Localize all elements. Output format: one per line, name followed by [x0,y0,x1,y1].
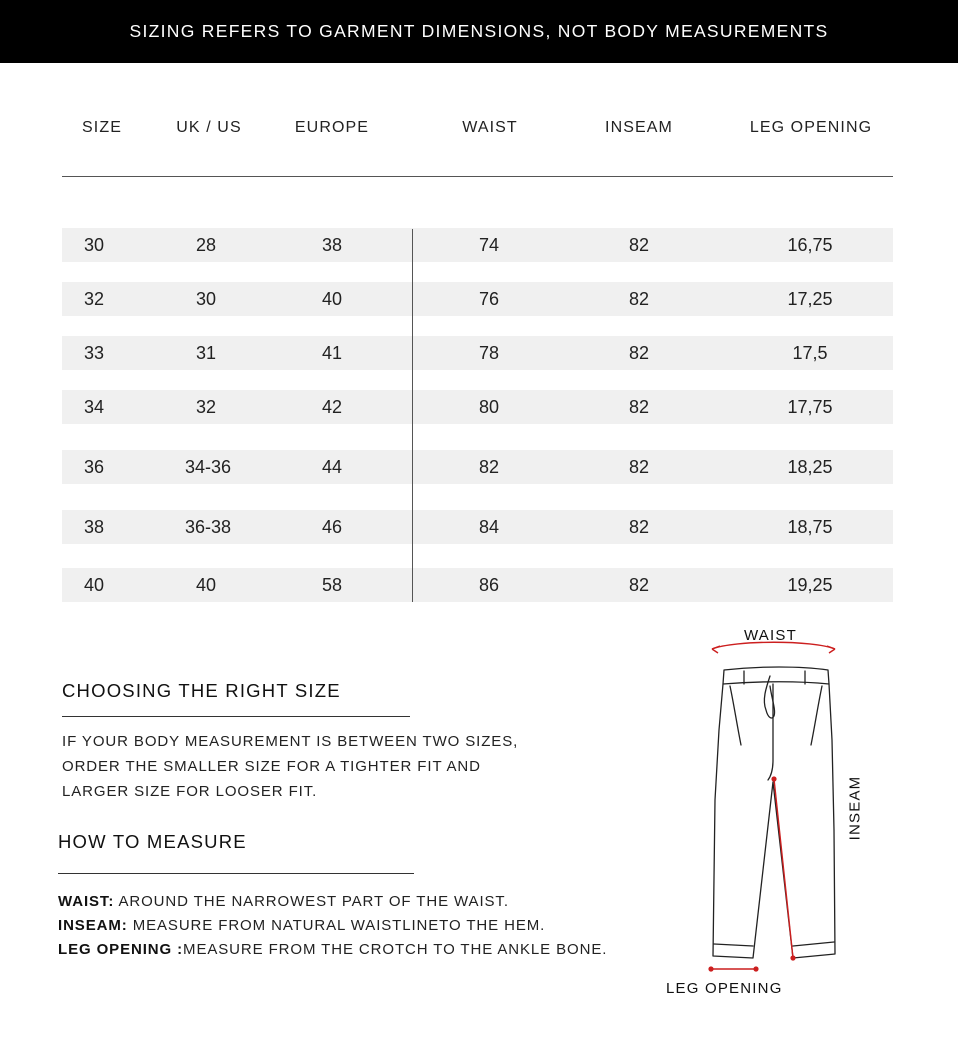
cell-waist: 74 [478,235,500,255]
cell-leg-opening: 19,25 [787,575,833,595]
cell-inseam: 82 [628,575,650,595]
cell-inseam: 82 [628,457,650,477]
measure-divider [58,873,414,874]
cell-uk-us: 34-36 [184,457,232,477]
measure-term: WAIST: [58,893,115,910]
cell-inseam: 82 [628,235,650,255]
choosing-line: IF YOUR BODY MEASUREMENT IS BETWEEN TWO SIZES, [62,733,519,750]
cell-leg-opening: 17,75 [787,397,833,417]
waist-label: WAIST [744,627,797,644]
cell-waist: 76 [478,289,500,309]
cell-leg-opening: 18,75 [787,517,833,537]
trousers-diagram-icon [695,620,855,980]
cell-inseam: 82 [628,289,650,309]
cell-uk-us: 30 [195,289,217,309]
measure-term: INSEAM: [58,917,128,934]
header-leg-opening: LEG OPENING [749,119,873,136]
table-row [62,568,893,602]
table-row [62,390,893,424]
cell-leg-opening: 16,75 [787,235,833,255]
cell-europe: 44 [321,457,343,477]
sizing-banner: SIZING REFERS TO GARMENT DIMENSIONS, NOT BODY MEASUREMENTS [0,0,958,63]
cell-size: 30 [83,235,105,255]
cell-waist: 84 [478,517,500,537]
table-row [62,228,893,262]
cell-inseam: 82 [628,397,650,417]
choosing-line: LARGER SIZE FOR LOOSER FIT. [62,783,318,800]
measure-inseam [58,917,545,934]
leg-opening-label: LEG OPENING [666,980,783,997]
cell-size: 38 [83,517,105,537]
how-to-measure-title: HOW TO MEASURE [58,831,247,852]
table-row [62,282,893,316]
cell-waist: 78 [478,343,500,363]
measure-term: LEG OPENING : [58,941,184,958]
cell-europe: 58 [321,575,343,595]
cell-size: 33 [83,343,105,363]
measure-desc: MEASURE FROM NATURAL WAISTLINETO THE HEM. [127,917,546,934]
header-divider [62,176,893,177]
cell-uk-us: 32 [195,397,217,417]
cell-waist: 82 [478,457,500,477]
measure-desc: MEASURE FROM THE CROTCH TO THE ANKLE BONE. [183,941,608,958]
cell-inseam: 82 [628,517,650,537]
column-divider [412,229,413,602]
cell-uk-us: 31 [195,343,217,363]
header-size: SIZE [82,119,122,136]
cell-uk-us: 36-38 [184,517,232,537]
cell-waist: 80 [478,397,500,417]
cell-europe: 42 [321,397,343,417]
cell-size: 34 [83,397,105,417]
header-uk-us: UK / US [176,119,242,136]
cell-waist: 86 [478,575,500,595]
cell-europe: 38 [321,235,343,255]
cell-leg-opening: 17,5 [792,343,828,363]
cell-size: 36 [83,457,105,477]
cell-europe: 46 [321,517,343,537]
table-row [62,450,893,484]
header-waist: WAIST [462,119,518,136]
cell-size: 40 [83,575,105,595]
cell-uk-us: 40 [195,575,217,595]
choosing-size-title: CHOOSING THE RIGHT SIZE [62,680,341,701]
cell-leg-opening: 17,25 [787,289,833,309]
cell-europe: 40 [321,289,343,309]
measure-leg-opening [58,941,607,958]
cell-uk-us: 28 [195,235,217,255]
cell-inseam: 82 [628,343,650,363]
cell-leg-opening: 18,25 [787,457,833,477]
cell-size: 32 [83,289,105,309]
table-row [62,510,893,544]
measure-desc: AROUND THE NARROWEST PART OF THE WAIST. [114,893,509,910]
header-inseam: INSEAM [605,119,673,136]
inseam-label: INSEAM [846,775,864,841]
table-row [62,336,893,370]
header-europe: EUROPE [294,119,370,136]
choosing-divider [62,716,410,717]
measure-waist [58,893,509,910]
cell-europe: 41 [321,343,343,363]
choosing-line: ORDER THE SMALLER SIZE FOR A TIGHTER FIT AND [62,758,481,775]
